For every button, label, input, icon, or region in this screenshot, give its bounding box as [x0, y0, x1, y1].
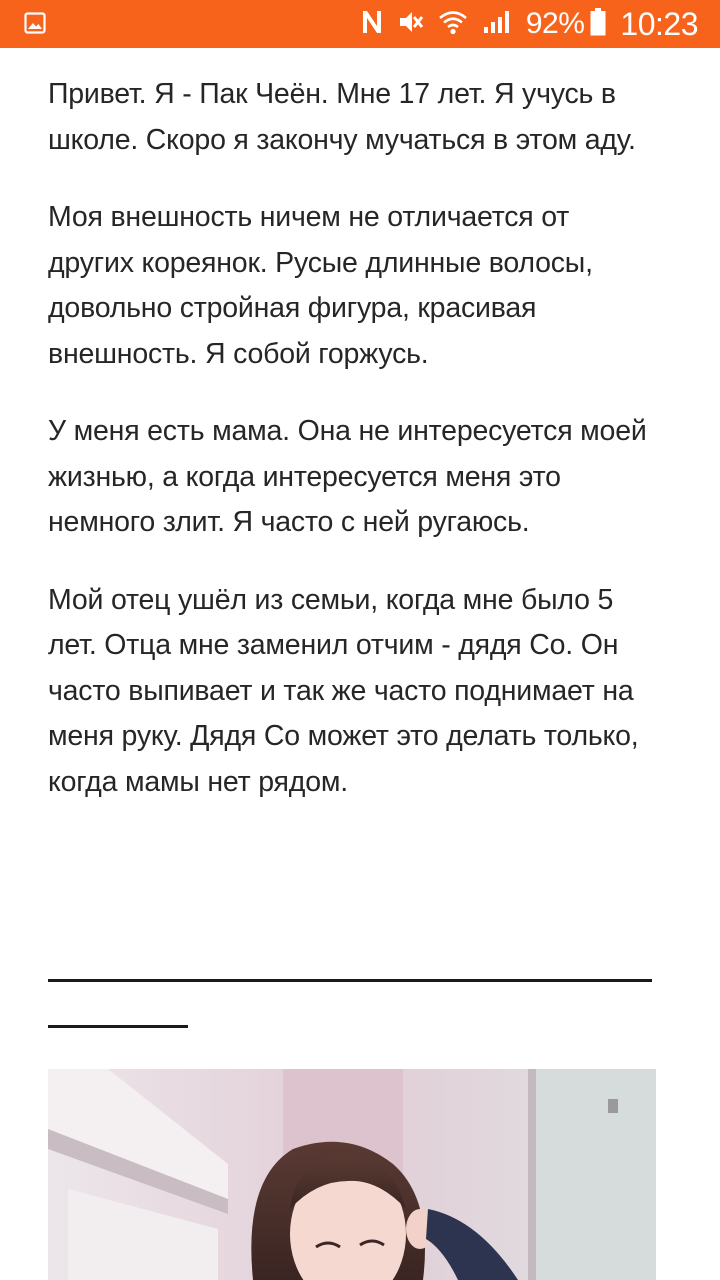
paragraph-1: Привет. Я - Пак Чеён. Мне 17 лет. Я учусь в школе. Скоро я закончу мучаться в этом аду.	[48, 78, 636, 156]
signal-icon	[482, 9, 510, 40]
mute-icon	[398, 9, 424, 40]
wifi-icon	[438, 9, 468, 40]
paragraph-3: У меня есть мама. Она не интересуется моей жизнью, а когда интересуется меня это немного злит. Я часто с ней ругаюсь.	[48, 415, 647, 538]
article-content	[48, 72, 660, 837]
gallery-icon	[24, 12, 46, 34]
paragraph-2: Моя внешность ничем не отличается от других кореянок. Русые длинные волосы, довольно стройная фигура, красивая внешность. Я собой горжусь.	[48, 201, 593, 370]
separator-line	[48, 979, 652, 982]
article-photo[interactable]	[48, 1069, 656, 1280]
clock: 10:23	[620, 6, 698, 42]
separator-line-short	[48, 1025, 188, 1028]
status-bar	[0, 0, 720, 48]
status-icons	[346, 0, 698, 48]
battery-icon	[590, 8, 606, 41]
nfc-icon	[360, 9, 384, 40]
battery-percent: 92%	[525, 7, 585, 40]
paragraph-4: Мой отец ушёл из семьи, когда мне было 5 лет. Отца мне заменил отчим - дядя Со. Он часто выпивает и так же часто поднимает на меня руку. Дядя Со может это делать только, когда мамы нет рядом.	[48, 583, 639, 798]
